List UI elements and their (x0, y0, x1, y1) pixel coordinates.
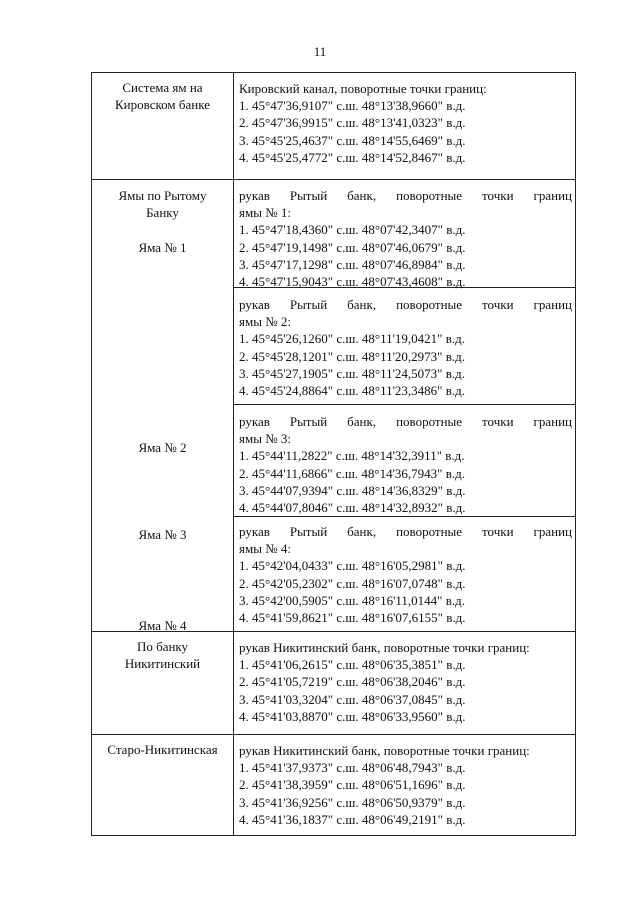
area-name: Система ям на Кировском банке (115, 80, 210, 113)
coordinate-line: 4. 45°45'25,4772" с.ш. 48°14'52,8467" в.д. (239, 149, 466, 165)
area-name: Старо-Никитинская (107, 742, 218, 757)
boundary-header-tail: ямы № 1: (239, 205, 291, 221)
coordinate-line: 4. 45°41'59,8621" с.ш. 48°16'07,6155" в.д. (239, 610, 466, 626)
coordinate-line: 2. 45°41'05,7219" с.ш. 48°06'38,2046" в.д. (239, 674, 466, 690)
coordinate-line: 1. 45°47'36,9107" с.ш. 48°13'38,9660" в.д. (239, 98, 466, 114)
pit-label: Яма № 2 (138, 440, 187, 455)
boundary-cell (234, 632, 576, 735)
boundary-header-tail: ямы № 3: (239, 431, 291, 447)
area-name: Ямы по Рытому Банку (118, 188, 207, 221)
coordinate-line: 3. 45°44'07,9394" с.ш. 48°14'36,8329" в.д. (239, 482, 466, 498)
coordinate-line: 3. 45°42'00,5905" с.ш. 48°16'11,0144" в.д. (239, 592, 465, 608)
coordinate-line: 3. 45°45'25,4637" с.ш. 48°14'55,6469" в.д. (239, 132, 466, 148)
coordinate-line: 1. 45°41'37,9373" с.ш. 48°06'48,7943" в.д. (239, 760, 466, 776)
area-name: По банку Никитинский (124, 639, 201, 672)
boundary-header: рукав Рытый банк, поворотные точки границ (239, 524, 572, 539)
boundary-header: Кировский канал, поворотные точки границ: (239, 81, 487, 96)
coordinate-line: 2. 45°47'19,1498" с.ш. 48°07'46,0679" в.д. (239, 239, 466, 255)
coordinate-line: 3. 45°41'03,3204" с.ш. 48°06'37,0845" в.д. (239, 691, 466, 707)
boundary-header: рукав Никитинский банк, поворотные точки границ: (239, 640, 530, 655)
coordinate-line: 4. 45°47'15,9043" с.ш. 48°07'43,4608" в.д. (239, 274, 466, 290)
page-number: 11 (313, 44, 327, 59)
coordinates-table (91, 72, 576, 836)
area-name-cell (92, 735, 234, 836)
coordinate-line: 3. 45°41'36,9256" с.ш. 48°06'50,9379" в.д. (239, 794, 466, 810)
coordinate-line: 2. 45°44'11,6866" с.ш. 48°14'36,7943" в.д. (239, 465, 465, 481)
area-name-cell (92, 632, 234, 735)
boundary-header: рукав Рытый банк, поворотные точки границ (239, 297, 572, 312)
table-row (92, 73, 576, 180)
coordinate-line: 3. 45°45'27,1905" с.ш. 48°11'24,5073" в.д. (239, 365, 465, 381)
coordinate-line: 4. 45°41'03,8870" с.ш. 48°06'33,9560" в.д. (239, 708, 466, 724)
coordinate-line: 2. 45°41'38,3959" с.ш. 48°06'51,1696" в.д. (239, 777, 466, 793)
boundary-header: рукав Рытый банк, поворотные точки границ (239, 188, 572, 203)
coordinate-line: 1. 45°41'06,2615" с.ш. 48°06'35,3851" в.д. (239, 657, 466, 673)
pit-label: Яма № 3 (138, 527, 187, 542)
coordinate-line: 1. 45°42'04,0433" с.ш. 48°16'05,2981" в.д. (239, 558, 466, 574)
boundary-cell (234, 73, 576, 180)
coordinate-line: 4. 45°45'24,8864" с.ш. 48°11'23,3486" в.д. (239, 383, 465, 399)
table-row (92, 735, 576, 836)
coordinate-line: 1. 45°47'18,4360" с.ш. 48°07'42,3407" в.д. (239, 222, 466, 238)
coordinate-line: 4. 45°44'07,8046" с.ш. 48°14'32,8932" в.д. (239, 500, 466, 516)
boundary-cell-group (234, 180, 576, 632)
pit-entry-3 (234, 404, 575, 516)
coordinate-line: 1. 45°44'11,2822" с.ш. 48°14'32,3911" в.д. (239, 448, 465, 464)
coordinate-line: 3. 45°47'17,1298" с.ш. 48°07'46,8984" в.д. (239, 256, 466, 272)
area-name-cell (92, 73, 234, 180)
area-name-cell (92, 180, 234, 632)
boundary-header-tail: ямы № 2: (239, 314, 291, 330)
pit-entry-1 (234, 180, 575, 290)
pit-label: Яма № 1 (138, 240, 187, 255)
table-row (92, 180, 576, 632)
pit-label: Яма № 4 (138, 618, 187, 633)
table-row (92, 632, 576, 735)
boundary-cell (234, 735, 576, 836)
boundary-header-tail: ямы № 4: (239, 541, 291, 557)
coordinate-line: 1. 45°45'26,1260" с.ш. 48°11'19,0421" в.д. (239, 331, 465, 347)
coordinate-line: 2. 45°45'28,1201" с.ш. 48°11'20,2973" в.д. (239, 348, 465, 364)
pit-entry-2 (234, 287, 575, 404)
boundary-header: рукав Рытый банк, поворотные точки границ (239, 414, 572, 429)
coordinate-line: 2. 45°42'05,2302" с.ш. 48°16'07,0748" в.д. (239, 575, 466, 591)
pit-entry-4 (234, 516, 575, 631)
coordinate-line: 4. 45°41'36,1837" с.ш. 48°06'49,2191" в.д. (239, 811, 466, 827)
coordinate-line: 2. 45°47'36,9915" с.ш. 48°13'41,0323" в.д. (239, 115, 466, 131)
boundary-header: рукав Никитинский банк, поворотные точки границ: (239, 743, 530, 758)
